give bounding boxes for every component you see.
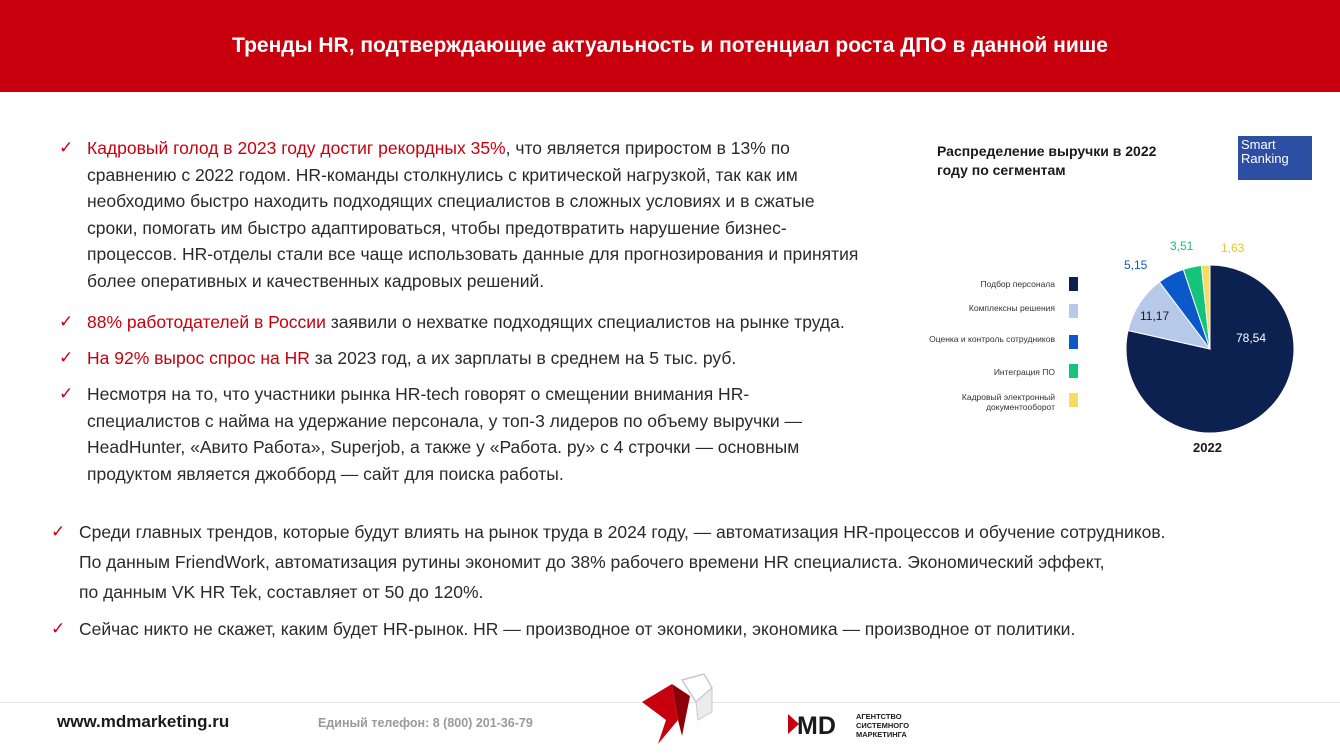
bullet-text: необходимо быстро находить подходящих специалистов в сложных условиях и в сжатые <box>87 191 815 211</box>
footer-website[interactable]: www.mdmarketing.ru <box>57 712 230 731</box>
check-icon: ✓ <box>59 312 74 331</box>
bullet-hr-tech <box>59 381 927 487</box>
pie-label: 11,17 <box>1140 309 1170 323</box>
bullet-hr-demand <box>59 345 927 372</box>
bullet-text: HeadHunter, «Авито Работа», Superjob, а также у «Работа. ру» с 4 строчки — основным <box>87 437 800 457</box>
legend-swatch <box>1069 393 1078 407</box>
legend-swatch <box>1069 304 1078 318</box>
page-title: Тренды HR, подтверждающие актуальность и потенциал роста ДПО в данной нише <box>232 34 1108 57</box>
bullet-text: процессов. HR-отделы стали все чаще использовать данные для прогнозирования и принятия <box>87 244 859 264</box>
legend-label: Оценка и контроль сотрудников <box>929 334 1055 344</box>
smart-ranking-logo <box>1238 136 1312 180</box>
agency-line: МАРКЕТИНГА <box>856 730 907 739</box>
pie-label: 78,54 <box>1236 331 1267 345</box>
agency-line: СИСТЕМНОГО <box>856 721 910 730</box>
legend-label: Подбор персонала <box>980 279 1055 289</box>
bullet-text: Несмотря на то, что участники рынка HR-tech говорят о смещении внимания HR- <box>87 384 750 404</box>
bullet-text: по данным VK HR Tek, составляет от 50 до 120%. <box>79 582 484 602</box>
bullet-hr-market <box>51 616 1309 643</box>
bullet-text: за 2023 год, а их зарплаты в среднем на 5 тыс. руб. <box>309 348 737 368</box>
check-icon: ✓ <box>51 619 66 638</box>
bullet-text: , что является приростом в 13% по <box>505 138 790 158</box>
bullet-text: специалистов с найма на удержание персонала, у топ-3 лидеров по объему выручки — <box>87 410 803 431</box>
legend-swatch <box>1069 277 1078 291</box>
bullet-text: сравнению с 2022 годом. HR-команды столкнулись с критической нагрузкой, так как им <box>87 164 798 185</box>
bullet-text: По данным FriendWork, автоматизация рутины экономит до 38% рабочего времени HR специалиста. Экономический эффект, <box>79 552 1105 572</box>
bullet-employers <box>59 309 927 336</box>
logo-text: Ranking <box>1241 151 1289 166</box>
bullet-text: Сейчас никто не скажет, каким будет HR-рынок. HR — производное от экономики, экономика — производное от политики. <box>79 619 1076 639</box>
bullet-text: более оперативных и качественных кадровых решений. <box>87 270 545 291</box>
header-bar <box>0 0 1340 92</box>
pie-label: 5,15 <box>1124 258 1148 272</box>
bullet-text: продуктом является джобборд — сайт для поиска работы. <box>87 463 564 484</box>
md-logo-text: MD <box>797 712 836 739</box>
bullet-trends-2024 <box>51 517 1309 607</box>
check-icon: ✓ <box>51 522 66 541</box>
bullet-labor-shortage <box>59 135 927 294</box>
bullet-text: заявили о нехватке подходящих специалистов на рынке труда. <box>325 312 845 332</box>
legend-label: Интеграция ПО <box>993 367 1055 377</box>
pie-label: 3,51 <box>1170 239 1194 253</box>
check-icon: ✓ <box>59 348 74 367</box>
legend-label: Комплексны решения <box>968 303 1055 313</box>
chart-year: 2022 <box>1193 440 1222 455</box>
pie-label: 1,63 <box>1221 241 1245 255</box>
check-icon: ✓ <box>59 138 74 157</box>
bullet-highlight: 88% работодателей в России <box>87 312 326 332</box>
bullet-highlight: На 92% вырос спрос на HR <box>87 348 310 368</box>
agency-name <box>856 712 909 739</box>
decorative-logo-icon <box>638 672 718 754</box>
legend-swatch <box>1069 335 1078 349</box>
pie-chart <box>1125 264 1295 434</box>
check-icon: ✓ <box>59 384 74 403</box>
md-logo-icon <box>788 709 854 739</box>
chart-title: Распределение выручки в 2022 году по сегментам <box>937 143 1157 178</box>
bullet-text: сроки, помогать им быстро адаптироваться, чтобы предотвратить нарушение бизнес- <box>87 217 787 238</box>
bullet-highlight: Кадровый голод в 2023 году достиг рекордных 35% <box>87 138 506 158</box>
legend-swatch <box>1069 364 1078 378</box>
bullet-text: Среди главных трендов, которые будут влиять на рынок труда в 2024 году, — автоматизация HR-процессов и обучение сотрудников. <box>79 522 1166 542</box>
legend-label: Кадровый электронный документооборот <box>961 392 1055 412</box>
footer-phone: Единый телефон: 8 (800) 201-36-79 <box>318 716 533 730</box>
logo-text: Smart <box>1241 137 1276 152</box>
agency-line: АГЕНТСТВО <box>856 712 902 721</box>
